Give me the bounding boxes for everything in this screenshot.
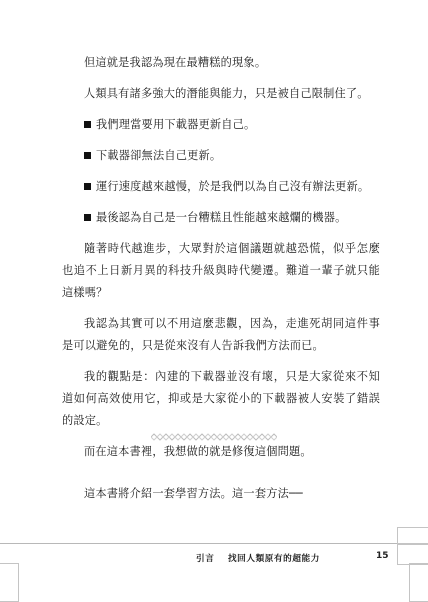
corner-frame [397, 543, 428, 565]
running-footer [196, 552, 320, 564]
bullet-text: 最後認為自己是一台糟糕且性能越來越爛的機器。 [96, 211, 347, 224]
bullet-text: 我們理當要用下載器更新自己。 [96, 118, 256, 131]
square-bullet-icon [84, 183, 91, 190]
page-number: 15 [376, 551, 389, 561]
wave-divider [151, 433, 277, 441]
square-bullet-icon [84, 121, 91, 128]
square-bullet-icon [84, 152, 91, 159]
closing-sentence: 這本書將介紹一套學習方法。這一套方法── [84, 487, 303, 500]
bullet-item [62, 176, 380, 198]
bullet-text: 下載器卻無法自己更新。 [96, 149, 222, 162]
paragraph: 我的觀點是：內建的下載器並沒有壞，只是大家從來不知道如何高效使用它，抑或是大家從小的下載器被人安裝了錯誤的設定。 [62, 370, 380, 427]
footer-chapter-title: 找回人類原有的超能力 [227, 554, 320, 564]
corner-frame [0, 563, 19, 602]
bullet-item [62, 145, 380, 167]
paragraph: 我認為其實可以不用這麼悲觀，因為，走進死胡同這件事是可以避免的，只是從來沒有人告訴我們方法而已。 [62, 317, 380, 352]
main-text [62, 52, 380, 472]
corner-frame [409, 563, 428, 602]
footer-section-label: 引言 [196, 554, 215, 564]
bullet-item [62, 114, 380, 136]
paragraph: 而在這本書裡，我想做的就是修復這個問題。 [84, 445, 312, 458]
bullet-item [62, 207, 380, 229]
bullet-text: 運行速度越來越慢，於是我們以為自己沒有辦法更新。 [96, 180, 370, 193]
square-bullet-icon [84, 214, 91, 221]
paragraph: 隨著時代越進步，大眾對於這個議題就越恐慌，似乎怎麼也追不上日新月異的科技升級與時代變遷。難道一輩子就只能這樣嗎？ [62, 242, 380, 299]
footer-rule [0, 543, 428, 544]
paragraph: 人類具有諸多強大的潛能與能力，只是被自己限制住了。 [84, 87, 369, 100]
paragraph: 但這就是我認為現在最糟糕的現象。 [84, 56, 267, 69]
